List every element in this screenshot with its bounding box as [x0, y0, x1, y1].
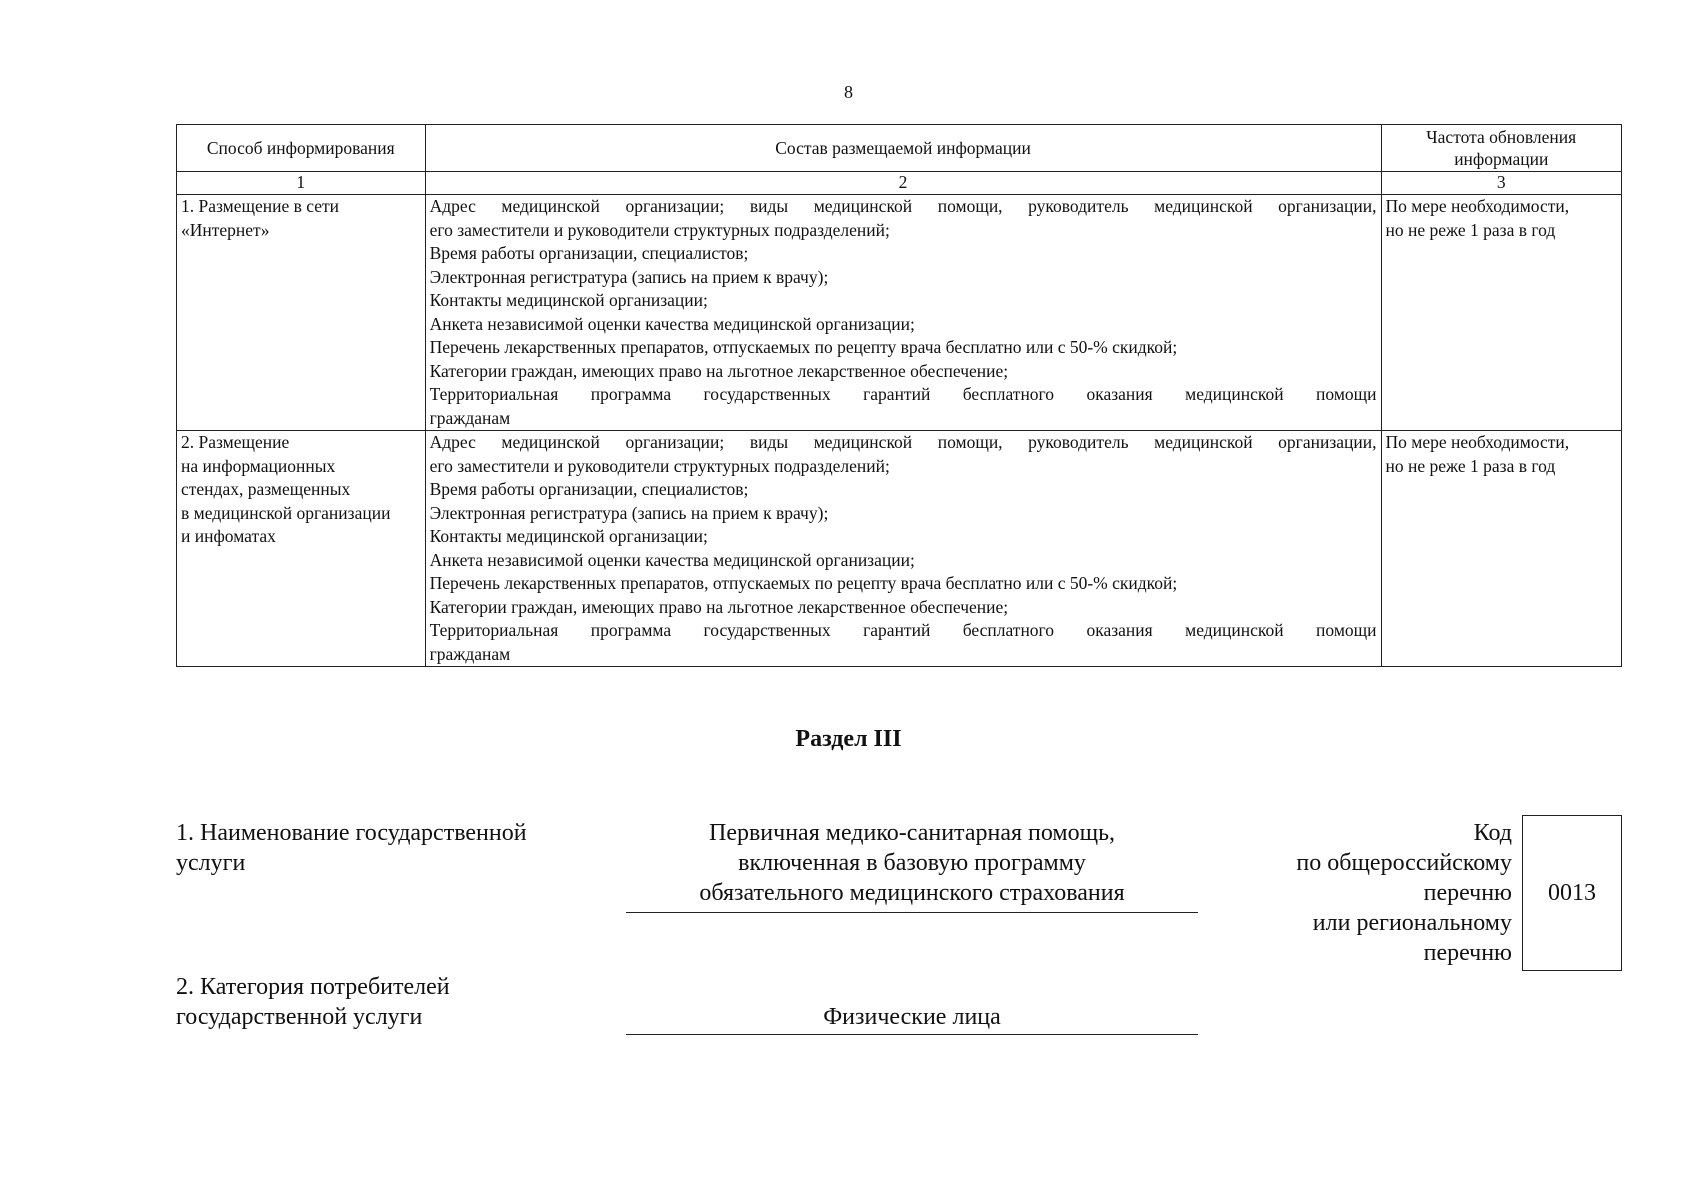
content-line: Анкета независимой оценки качества медицинской организации;	[429, 549, 915, 570]
code-value-box	[1522, 815, 1622, 971]
consumer-category-value: Физические лица	[626, 1002, 1198, 1035]
column-number-row	[177, 172, 1622, 195]
content-line: Категории граждан, имеющих право на льготное лекарственное обеспечение;	[429, 360, 1009, 381]
consumer-category-label	[176, 972, 450, 1032]
frequency-line: но не реже 1 раза в год	[1385, 455, 1556, 476]
label-line: 1. Наименование государственной	[176, 820, 527, 846]
label-line: государственной услуги	[176, 1004, 423, 1030]
label-line: 2. Категория потребителей	[176, 974, 450, 1000]
content-line: Перечень лекарственных препаратов, отпускаемых по рецепту врача бесплатно или с 50-% скидкой;	[429, 337, 1178, 357]
method-cell	[177, 431, 426, 667]
header-frequency: Частота обновления информации	[1381, 125, 1622, 172]
method-line: и инфоматах	[181, 526, 276, 546]
method-line: стендах, размещенных	[181, 479, 351, 499]
value-line: включенная в базовую программу	[738, 850, 1086, 876]
label-line: услуги	[176, 850, 246, 876]
code-label-line: по общероссийскому	[1296, 850, 1512, 876]
code-label-line: перечню	[1423, 940, 1512, 966]
content-line: Перечень лекарственных препаратов, отпускаемых по рецепту врача бесплатно или с 50-% скидкой;	[429, 573, 1178, 593]
content-line: Электронная регистратура (запись на прием к врачу);	[429, 502, 829, 523]
service-name-label	[176, 818, 527, 878]
frequency-cell	[1381, 195, 1622, 431]
value-line: обязательного медицинского страхования	[699, 880, 1125, 906]
content-line: гражданам	[429, 407, 511, 428]
section-title: Раздел III	[795, 726, 902, 752]
method-line: 2. Размещение	[181, 432, 290, 452]
content-line: гражданам	[429, 643, 511, 664]
code-value: 0013	[1548, 879, 1596, 906]
method-line: 1. Размещение в сети	[181, 196, 340, 216]
content-line: Время работы организации, специалистов;	[429, 243, 749, 263]
frequency-line: но не реже 1 раза в год	[1385, 219, 1556, 240]
content-line: Территориальная программа государственных гарантий бесплатного оказания медицинской помощи	[429, 384, 1377, 404]
column-number: 2	[425, 172, 1381, 195]
method-line: «Интернет»	[181, 219, 270, 240]
header-method: Способ информирования	[177, 125, 426, 172]
code-label-line: Код	[1473, 820, 1512, 846]
information-table	[176, 124, 1622, 667]
content-line: Адрес медицинской организации; виды медицинской помощи, руководитель медицинской организации,	[429, 432, 1377, 452]
content-line: его заместители и руководители структурных подразделений;	[429, 455, 890, 476]
content-cell	[425, 195, 1381, 431]
column-number: 1	[177, 172, 426, 195]
header-content: Состав размещаемой информации	[425, 125, 1381, 172]
method-line: на информационных	[181, 455, 336, 476]
frequency-line: По мере необходимости,	[1385, 196, 1570, 216]
code-label-line: перечню	[1423, 880, 1512, 906]
value-line: Первичная медико-санитарная помощь,	[708, 820, 1116, 846]
code-label-line: или региональному	[1312, 910, 1512, 936]
content-line: Территориальная программа государственных гарантий бесплатного оказания медицинской помощи	[429, 620, 1377, 640]
table-header-row	[177, 125, 1622, 172]
page-number: 8	[844, 82, 853, 102]
service-name-value	[626, 818, 1198, 913]
content-line: Анкета независимой оценки качества медицинской организации;	[429, 313, 915, 334]
content-line: Адрес медицинской организации; виды медицинской помощи, руководитель медицинской организации,	[429, 196, 1377, 216]
content-line: Электронная регистратура (запись на прием к врачу);	[429, 266, 829, 287]
content-cell	[425, 431, 1381, 667]
method-line: в медицинской организации	[181, 502, 391, 523]
content-line: Контакты медицинской организации;	[429, 526, 708, 546]
content-line: Категории граждан, имеющих право на льготное лекарственное обеспечение;	[429, 596, 1009, 617]
content-line: Время работы организации, специалистов;	[429, 479, 749, 499]
table-row	[177, 431, 1622, 667]
content-line: Контакты медицинской организации;	[429, 290, 708, 310]
column-number: 3	[1381, 172, 1622, 195]
method-cell	[177, 195, 426, 431]
content-line: его заместители и руководители структурных подразделений;	[429, 219, 890, 240]
frequency-cell	[1381, 431, 1622, 667]
frequency-line: По мере необходимости,	[1385, 432, 1570, 452]
code-label	[1230, 818, 1512, 968]
table-row	[177, 195, 1622, 431]
